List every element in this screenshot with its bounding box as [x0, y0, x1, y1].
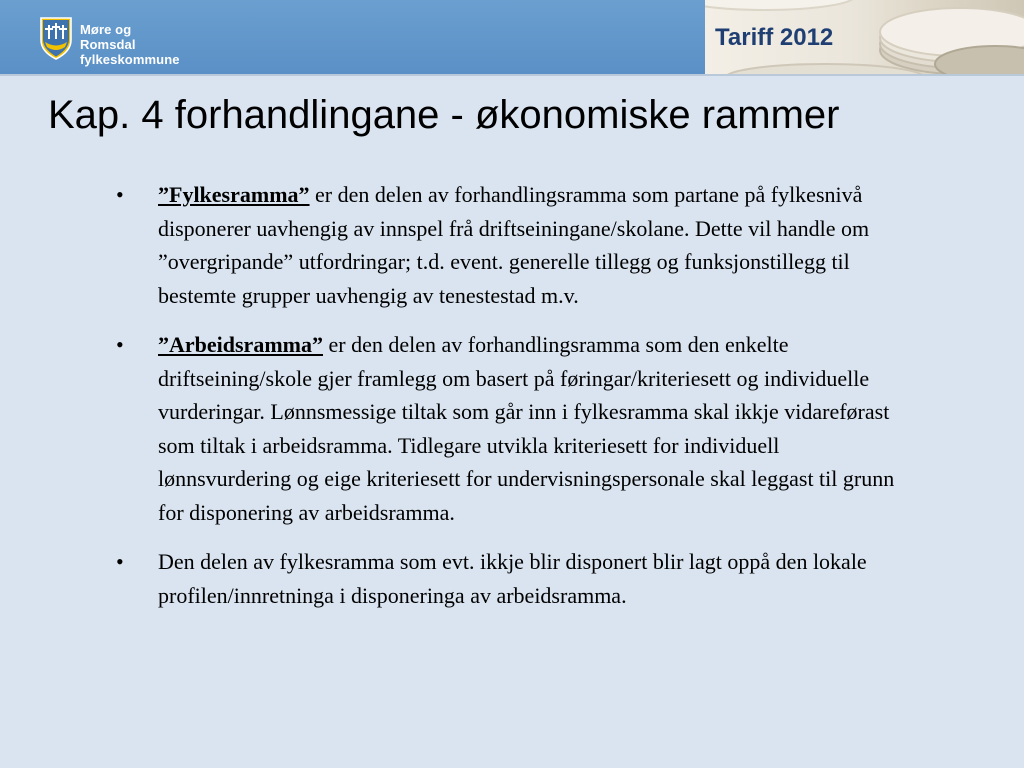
bullet-term: ”Arbeidsramma” [158, 332, 323, 357]
bullet-marker: • [116, 332, 124, 357]
bullet-text: Den delen av fylkesramma som evt. ikkje blir disponert blir lagt oppå den lokale profilen/innretninga i disponeringa av arbeidsramma. [158, 549, 867, 608]
organization-logo [40, 16, 188, 67]
tariff-banner [705, 0, 1024, 74]
header-blue-band [0, 0, 705, 74]
bullet-marker: • [116, 549, 124, 574]
bullet-text: er den delen av forhandlingsramma som partane på fylkesnivå disponerer uavhengig av innspel frå driftseiningane/skolane. Dette vil handle om ”overgripande” utfordringar; t.d. event. generelle tillegg og funksjonstillegg til bestemte grupper uavhengig av tenestestad m.v. [158, 182, 870, 308]
bullet-marker: • [116, 182, 124, 207]
organization-name-line-1: Møre og Romsdal [80, 22, 136, 52]
bullet-term: ”Fylkesramma” [158, 182, 310, 207]
organization-name-line-2: fylkeskommune [80, 52, 180, 67]
header-bar [0, 0, 1024, 76]
bullet-list [113, 178, 913, 628]
header-divider [0, 74, 1024, 76]
tariff-label: Tariff 2012 [715, 24, 834, 51]
coat-of-arms-shield-icon [40, 16, 72, 60]
bullet-item-remainder [113, 545, 913, 612]
organization-name [80, 22, 188, 67]
bullet-item-arbeidsramma [113, 328, 913, 529]
bullet-text: er den delen av forhandlingsramma som den enkelte driftseining/skole gjer framlegg om basert på føringar/kriteriesett og individuelle vurderingar. Lønnsmessige tiltak som går inn i fylkesramma skal ikkje vidareførast som tiltak i arbeidsramma. Tidlegare utvikla kriteriesett for individuell lønnsvurdering og eige kriteriesett for undervisningspersonale skal leggast til grunn for disponering av arbeidsramma. [158, 332, 895, 525]
slide-title: Kap. 4 forhandlingane - økonomiske rammer [48, 93, 840, 137]
bullet-item-fylkesramma [113, 178, 913, 312]
